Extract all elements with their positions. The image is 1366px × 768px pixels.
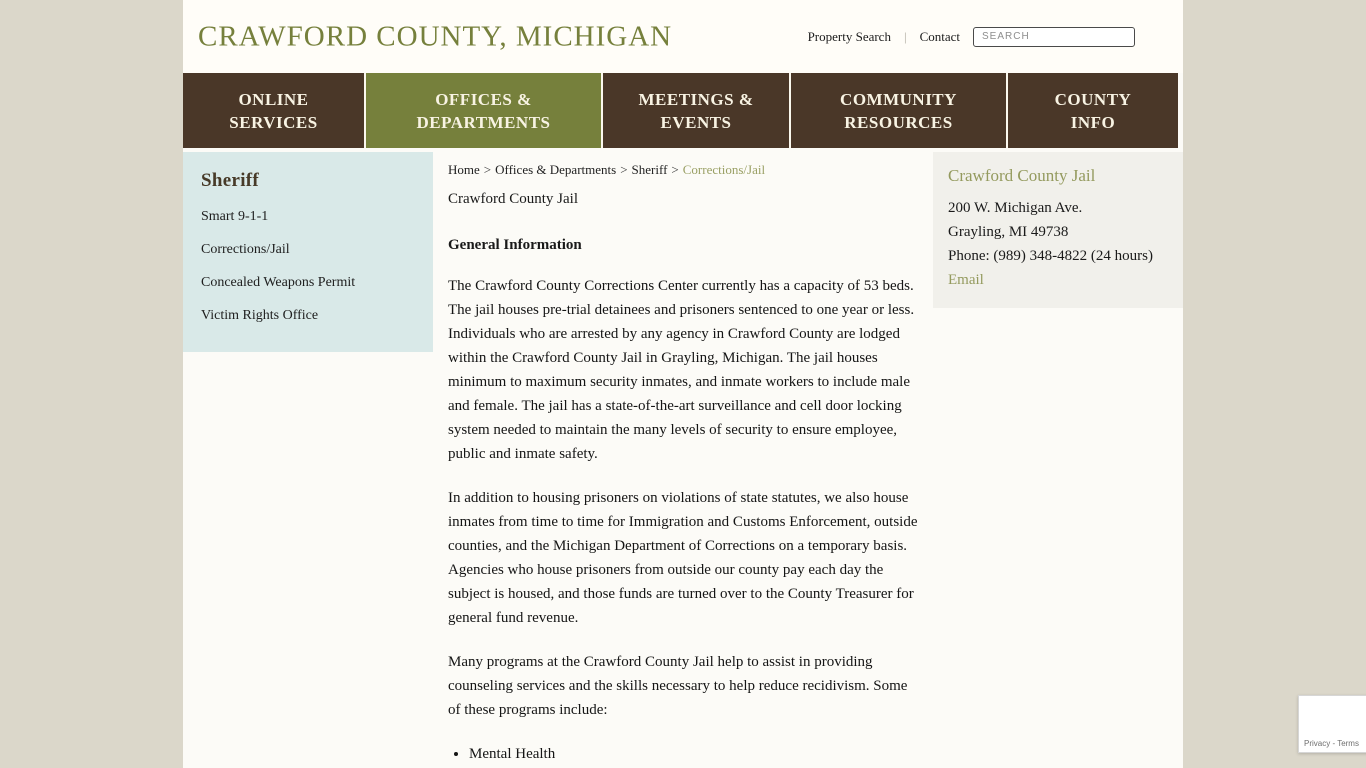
sidebar-item-smart-911[interactable]: Smart 9-1-1 <box>201 209 269 224</box>
breadcrumb-separator: > <box>620 162 628 177</box>
main-nav <box>183 73 1183 148</box>
nav-item-meetings-events[interactable] <box>601 73 789 148</box>
page-container <box>183 0 1183 768</box>
breadcrumb-separator: > <box>483 162 492 177</box>
contact-link[interactable]: Contact <box>919 28 960 44</box>
breadcrumb-offices-departments[interactable]: Offices & Departments <box>495 162 617 177</box>
email-link[interactable]: Email <box>948 272 984 288</box>
breadcrumb-current: Corrections/Jail <box>682 162 766 177</box>
utility-separator: | <box>903 28 907 44</box>
sidebar-item-concealed-weapons-permit[interactable]: Concealed Weapons Permit <box>201 275 356 290</box>
main-content <box>448 162 920 766</box>
search-input[interactable] <box>973 27 1135 47</box>
breadcrumb-separator: > <box>671 162 679 177</box>
sidebar-item-victim-rights-office[interactable]: Victim Rights Office <box>201 308 319 323</box>
section-heading: General Information <box>448 237 582 253</box>
property-search-link[interactable]: Property Search <box>807 28 891 44</box>
contact-box-heading: Crawford County Jail <box>948 166 1096 185</box>
nav-item-label: EVENTS <box>660 112 732 132</box>
site-title: CRAWFORD COUNTY, MICHIGAN <box>198 20 673 52</box>
contact-info-box <box>933 152 1183 308</box>
nav-item-label: COUNTY <box>1054 89 1132 109</box>
paragraph-programs: Many programs at the Crawford County Jail help to assist in providing counseling services and the skills necessary to help reduce recidivism. Some of these programs include: <box>448 654 908 718</box>
sheriff-sidebar <box>183 152 433 352</box>
nav-item-label: RESOURCES <box>844 112 953 132</box>
nav-item-label: ONLINE <box>238 89 309 109</box>
page-title: Crawford County Jail <box>448 191 578 207</box>
paragraph-capacity: The Crawford County Corrections Center currently has a capacity of 53 beds. The jail houses pre-trial detainees and prisoners sentenced to one year or less. Individuals who are arrested by any agency in Crawford County are lodged within the Crawford County Jail in Grayling, Michigan. The jail houses minimum to maximum security inmates, and inmate workers to include male and female. The jail has a state-of-the-art surveillance and cell door locking system needed to maintain the many levels of security to ensure employee, public and inmate safety. <box>448 278 915 462</box>
recaptcha-privacy-terms-links[interactable]: Privacy - Terms <box>1304 739 1359 748</box>
nav-item-label: COMMUNITY <box>840 89 957 109</box>
breadcrumb-home[interactable]: Home <box>448 162 480 177</box>
nav-item-label: SERVICES <box>229 112 318 132</box>
sidebar-heading: Sheriff <box>201 170 260 191</box>
contact-address-line2: Grayling, MI 49738 <box>948 224 1069 240</box>
nav-item-label: INFO <box>1070 112 1116 132</box>
breadcrumb-sheriff[interactable]: Sheriff <box>631 162 668 177</box>
list-item-mental-health: • Mental Health <box>469 742 920 766</box>
main-row <box>183 148 1183 768</box>
nav-item-offices-departments[interactable] <box>364 73 601 148</box>
nav-item-label: DEPARTMENTS <box>416 112 551 132</box>
contact-address-line1: 200 W. Michigan Ave. <box>948 200 1083 216</box>
contact-phone: Phone: (989) 348-4822 (24 hours) <box>948 248 1153 264</box>
nav-item-label: OFFICES & <box>435 89 532 109</box>
nav-item-county-info[interactable] <box>1006 73 1178 148</box>
recaptcha-badge <box>1298 695 1366 753</box>
sidebar-item-corrections-jail[interactable]: Corrections/Jail <box>201 242 290 257</box>
breadcrumb <box>448 162 920 178</box>
nav-item-community-resources[interactable] <box>789 73 1006 148</box>
programs-list <box>448 742 920 766</box>
paragraph-housing: In addition to housing prisoners on violations of state statutes, we also house inmates from time to time for Immigration and Customs Enforcement, outside counties, and the Michigan Department of Corrections on a temporary basis. Agencies who house prisoners from outside our county pay each day the subject is housed, and those funds are turned over to the County Treasurer for general fund revenue. <box>448 490 918 626</box>
site-header <box>183 0 1183 73</box>
nav-item-label: MEETINGS & <box>638 89 754 109</box>
nav-item-online-services[interactable] <box>183 73 364 148</box>
header-utilities <box>808 27 1135 47</box>
